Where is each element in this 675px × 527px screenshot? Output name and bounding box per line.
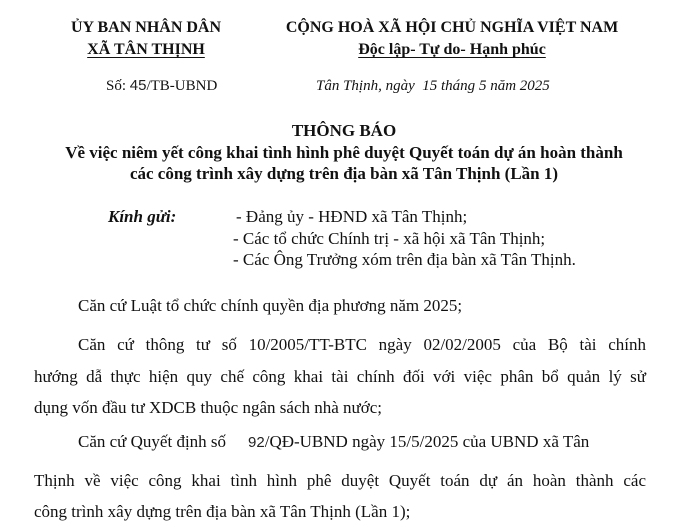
- date-place: Tân Thịnh, ngày: [316, 78, 415, 94]
- number-prefix: Số:: [106, 78, 127, 94]
- body-paragraph-3-line1: [78, 432, 646, 452]
- body-paragraph-2-line3: dụng vốn đầu tư XDCB thuộc ngân sách nhà nước;: [34, 398, 383, 417]
- number-suffix: /TB-UBND: [146, 78, 218, 94]
- recipients-label: Kính gửi:: [108, 207, 177, 226]
- notice-subtitle-line1: Về việc niêm yết công khai tình hình phê duyệt Quyết toán dự án hoàn thành: [65, 143, 623, 162]
- decision-ref: [226, 432, 646, 452]
- document-number: [106, 77, 217, 95]
- date-year: 2025: [519, 78, 550, 94]
- place-date: [316, 78, 550, 95]
- body-paragraph-2-line2: hướng dẫ thực hiện quy chế công khai tài chính đối với việc phân bổ quản lý sử: [34, 367, 646, 386]
- recipient-item: - Đảng ủy - HĐND xã Tân Thịnh;: [236, 207, 468, 226]
- decision-rest: /QĐ-UBND ngày 15/5/2025 của UBND xã Tân: [264, 432, 590, 451]
- recipient-item: - Các Ông Trưởng xóm trên địa bàn xã Tân Thịnh.: [233, 250, 576, 269]
- date-year-label: năm: [490, 78, 517, 94]
- date-month-label: tháng: [441, 78, 476, 94]
- body-paragraph-3-line2: Thịnh về việc công khai tình hình phê duyệt Quyết toán dự án hoàn thành các: [34, 471, 646, 490]
- notice-title: THÔNG BÁO: [291, 121, 397, 140]
- date-month: 5: [478, 78, 487, 94]
- body-paragraph-2-line1: Căn cứ thông tư số 10/2005/TT-BTC ngày 02/02/2005 của Bộ tài chính: [78, 335, 646, 354]
- org-commune: XÃ TÂN THỊNH: [87, 41, 205, 58]
- decision-number: 92: [248, 434, 265, 451]
- recipient-item: - Các tổ chức Chính trị - xã hội xã Tân Thịnh;: [233, 229, 546, 248]
- org-name: ỦY BAN NHÂN DÂN: [70, 19, 222, 36]
- body-paragraph-1: Căn cứ Luật tổ chức chính quyền địa phương năm 2025;: [78, 296, 463, 315]
- number-value: 45: [129, 77, 147, 94]
- nation-motto: Độc lập- Tự do- Hạnh phúc: [358, 41, 546, 58]
- body-paragraph-3-line3: công trình xây dựng trên địa bàn xã Tân Thịnh (Lần 1);: [34, 502, 411, 521]
- decision-prefix: Căn cứ Quyết định số: [78, 432, 227, 451]
- date-day: 15: [422, 78, 438, 94]
- notice-subtitle-line2: các công trình xây dựng trên địa bàn xã Tân Thịnh (Lần 1): [129, 164, 559, 183]
- nation-name: CỘNG HOÀ XÃ HỘI CHỦ NGHĨA VIỆT NAM: [285, 19, 619, 36]
